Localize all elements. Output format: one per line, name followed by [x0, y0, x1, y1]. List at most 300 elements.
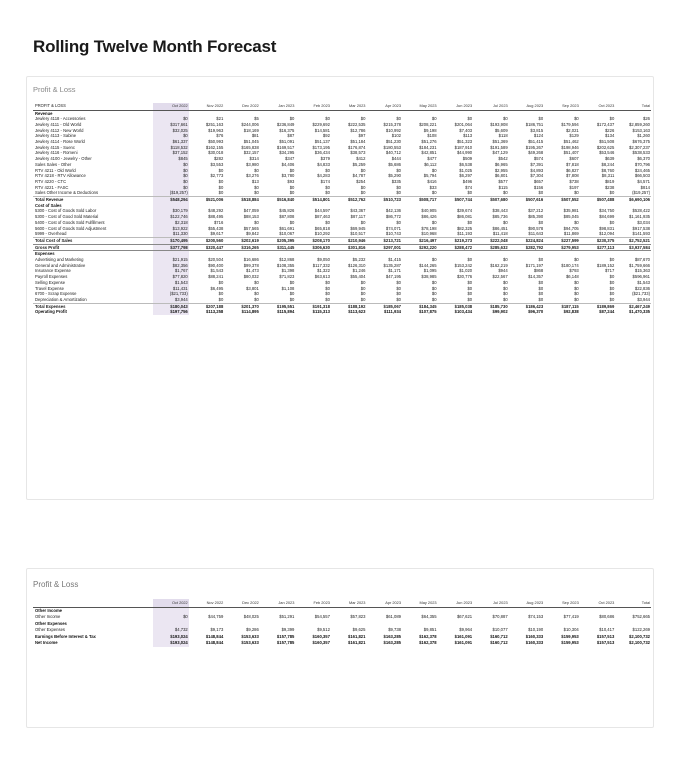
- table-cell: $208,170: [295, 237, 331, 244]
- table-cell: $0: [360, 190, 366, 196]
- row-label: Sales Sales - Other: [35, 161, 72, 167]
- table-cell: $161,091: [454, 633, 473, 639]
- table-cell: $61,089: [385, 614, 402, 619]
- table-cell: $32,157: [243, 150, 259, 156]
- table-cell: $639: [604, 156, 615, 162]
- table-cell: $868: [533, 268, 544, 274]
- table-cell: $198,946: [561, 144, 579, 150]
- table-cell: $0: [574, 297, 579, 302]
- table-cell: $61,337: [153, 139, 189, 145]
- table-cell: $0: [609, 291, 615, 297]
- table-cell: $148,844: [205, 633, 224, 639]
- row-label: Net Income: [35, 640, 58, 645]
- table-cell: $82,356: [153, 263, 189, 269]
- table-cell: [153, 607, 189, 614]
- table-cell: $0: [218, 184, 224, 190]
- table-cell: $0: [431, 257, 437, 263]
- column-header: Sep 2023: [544, 103, 580, 110]
- table-cell: $314: [249, 156, 259, 162]
- table-cell: $186,751: [525, 121, 544, 127]
- table-cell: $201,370: [224, 303, 260, 309]
- table-cell: $47,129: [492, 150, 508, 156]
- table-cell: $0: [538, 279, 544, 285]
- table-cell: $292,220: [402, 244, 438, 251]
- table-cell: $0: [289, 291, 295, 297]
- table-cell: $0: [467, 190, 473, 196]
- table-cell: $51,323: [456, 139, 473, 145]
- table-cell: $162,378: [419, 640, 437, 645]
- table-cell: $1,025: [459, 167, 473, 173]
- table-cell: $193,024: [153, 634, 189, 641]
- column-header: Oct 2023: [580, 599, 616, 607]
- table-cell: $5,686: [388, 161, 402, 167]
- table-cell: $1,543: [210, 268, 224, 274]
- table-cell: $10,743: [385, 231, 402, 237]
- table-cell: $74,153: [528, 614, 544, 619]
- table-cell: $0: [396, 291, 402, 297]
- table-cell: $51,045: [243, 139, 259, 145]
- table-cell: $279,953: [544, 244, 580, 251]
- table-cell: $108: [427, 133, 437, 139]
- table-cell: $4,406: [281, 161, 295, 167]
- table-cell: $47,195: [385, 274, 402, 280]
- table-cell: $379: [320, 156, 330, 162]
- table-cell: $0: [538, 257, 544, 263]
- table-cell: $0: [609, 297, 615, 302]
- table-cell: $19,963: [208, 127, 224, 133]
- table-cell: $2,100,732: [629, 640, 650, 645]
- table-cell: $202,619: [224, 237, 260, 244]
- table-cell: $0: [502, 291, 508, 297]
- table-cell: $1,415: [388, 257, 402, 263]
- table-cell: $717: [604, 268, 615, 274]
- table-cell: $9,851: [423, 627, 437, 632]
- table-cell: $8,760: [601, 167, 615, 173]
- table-cell: $7,818: [565, 161, 579, 167]
- table-cell: $0: [360, 285, 366, 291]
- table-cell: ($21,733): [632, 291, 650, 297]
- table-cell: $510,723: [366, 197, 402, 203]
- table-cell: $0: [574, 219, 579, 225]
- table-cell: $0: [153, 116, 189, 122]
- table-cell: $0: [325, 116, 330, 122]
- table-cell: $161,821: [348, 633, 366, 639]
- row-label: RTV 4218 - RTV Allowance: [35, 173, 86, 179]
- table-cell: $157,785: [276, 633, 295, 639]
- row-label: Insurance Expense: [35, 268, 71, 274]
- table-cell: [331, 607, 367, 614]
- table-cell: $1,020: [459, 268, 473, 274]
- table-cell: $162,219: [490, 262, 508, 268]
- table-cell: $793: [569, 268, 579, 274]
- row-label: Jewlery 4115 - Suenc: [35, 144, 75, 150]
- table-cell: $0: [289, 116, 295, 122]
- table-cell: $9,286: [246, 627, 259, 632]
- table-cell: $0: [538, 190, 544, 196]
- table-cell: $70,887: [492, 614, 508, 619]
- table-cell: $0: [538, 297, 544, 302]
- table-cell: $574: [533, 156, 544, 162]
- table-cell: $161,091: [454, 640, 473, 645]
- table-cell: $0: [325, 219, 330, 225]
- table-cell: $180,553: [383, 144, 402, 150]
- table-cell: $114,895: [241, 309, 259, 315]
- table-cell: $0: [153, 162, 189, 168]
- table-cell: $189,152: [596, 262, 615, 268]
- table-cell: $507,680: [473, 197, 509, 203]
- row-label: Total Cost of Sales: [33, 237, 153, 244]
- table-cell: $5,232: [352, 257, 366, 263]
- table-cell: $819: [604, 178, 615, 184]
- table-cell: $86,426: [421, 214, 437, 220]
- table-cell: $9,964: [459, 627, 473, 632]
- table-row: [33, 309, 651, 315]
- table-cell: $51,276: [421, 139, 437, 145]
- table-cell: $8,244: [601, 161, 615, 167]
- table-cell: $0: [467, 219, 473, 225]
- row-label: RTV 4220 - CTC: [35, 178, 67, 184]
- table-cell: $0: [360, 219, 366, 225]
- table-cell: $163,285: [383, 640, 402, 645]
- table-cell: $0: [609, 279, 615, 285]
- table-cell: $184,231: [419, 144, 437, 150]
- table-cell: [438, 607, 474, 614]
- table-cell: $51,407: [563, 150, 579, 156]
- table-cell: $159,953: [561, 640, 579, 645]
- table-cell: $347: [285, 156, 295, 162]
- table-cell: $0: [467, 279, 473, 285]
- table-cell: $3,801: [246, 285, 259, 291]
- table-cell: $224,824: [509, 237, 545, 244]
- table-cell: $187,910: [454, 144, 473, 150]
- table-cell: $9,399: [281, 627, 295, 632]
- table-cell: $10,190: [528, 627, 544, 632]
- table-cell: $282: [213, 156, 224, 162]
- table-cell: $676,375: [632, 139, 650, 145]
- column-header: Oct 2022: [153, 103, 189, 110]
- table-cell: $107,875: [419, 309, 437, 315]
- table-cell: $607: [569, 156, 579, 162]
- table-cell: $814: [640, 184, 650, 190]
- table-cell: $0: [153, 179, 189, 185]
- table-cell: $0: [431, 291, 437, 297]
- table-cell: $118: [498, 133, 508, 139]
- table-cell: $113,258: [206, 309, 224, 315]
- table-cell: $153,633: [241, 633, 259, 639]
- table-cell: $0: [538, 291, 544, 297]
- table-cell: $4,787: [352, 173, 366, 179]
- table-cell: $477: [427, 156, 437, 162]
- table-cell: $548,294: [153, 197, 189, 203]
- table-cell: $186,423: [509, 303, 545, 309]
- table-cell: $1,246: [352, 268, 366, 274]
- row-label: Gross Profit: [33, 244, 153, 251]
- table-cell: $117,332: [312, 262, 330, 268]
- table-cell: $153,242: [454, 262, 473, 268]
- table-cell: $210,946: [331, 237, 367, 244]
- table-cell: $57,565: [243, 225, 259, 231]
- table-cell: $6,965: [494, 161, 508, 167]
- row-label: Travel Expense: [35, 285, 64, 291]
- row-label: Sales Other Income & Deductions: [35, 190, 99, 196]
- table-cell: $0: [574, 291, 579, 297]
- table-cell: $0: [431, 190, 437, 196]
- table-cell: $1,473: [246, 268, 259, 274]
- table-cell: $10,517: [350, 231, 366, 237]
- table-cell: $191,589: [490, 144, 508, 150]
- table-cell: $0: [502, 116, 508, 122]
- table-cell: $288,472: [438, 244, 474, 251]
- table-cell: $2,307,237: [629, 144, 650, 150]
- table-cell: $108,355: [276, 262, 295, 268]
- table-cell: $0: [153, 173, 189, 179]
- table-cell: $55,438: [208, 225, 224, 231]
- table-cell: $96,370: [528, 309, 544, 315]
- table-cell: $129: [569, 133, 579, 139]
- table-cell: $90,578: [528, 225, 544, 231]
- table-cell: $11,431: [153, 286, 189, 292]
- column-header: Aug 2023: [509, 103, 545, 110]
- table-cell: [189, 607, 225, 614]
- table-cell: $4,283: [317, 173, 330, 179]
- table-cell: $335: [391, 178, 402, 184]
- table-cell: $9,512: [317, 627, 330, 632]
- table-cell: $87,463: [314, 214, 330, 220]
- row-label: 5999 - Overhead: [35, 231, 67, 237]
- profit-loss-card-2: [26, 568, 654, 728]
- table-cell: $518,884: [224, 197, 260, 203]
- table-cell: $738: [569, 178, 579, 184]
- table-cell: $1,767: [153, 268, 189, 274]
- table-cell: $306,630: [295, 244, 331, 251]
- table-cell: $40,712: [385, 150, 402, 156]
- table-cell: $0: [325, 291, 330, 297]
- table-cell: [544, 607, 580, 614]
- table-cell: $0: [396, 279, 402, 285]
- table-cell: $39,674: [456, 208, 473, 214]
- table-cell: $377,798: [153, 244, 189, 251]
- table-cell: $10,077: [492, 627, 508, 632]
- table-cell: $115: [498, 184, 508, 190]
- table-cell: $156: [533, 184, 544, 190]
- row-label: Other Expenses: [35, 627, 66, 632]
- profit-loss-table-2: [33, 599, 651, 647]
- table-cell: $507,616: [509, 197, 545, 203]
- table-cell: $12,868: [279, 257, 295, 263]
- table-cell: $1,543: [637, 279, 650, 285]
- table-cell: [260, 607, 296, 614]
- table-cell: $496: [462, 178, 473, 184]
- table-cell: $0: [396, 297, 402, 302]
- table-cell: $92,838: [563, 309, 579, 315]
- column-header: Jun 2023: [438, 599, 474, 607]
- table-cell: $64,355: [421, 614, 437, 619]
- table-cell: $74,071: [385, 225, 402, 231]
- table-cell: $92: [322, 133, 330, 139]
- table-cell: $134: [604, 133, 615, 139]
- table-cell: $0: [467, 116, 473, 122]
- table-cell: $222,535: [348, 121, 366, 127]
- column-header: Mar 2023: [331, 103, 367, 110]
- table-cell: $71,823: [279, 274, 295, 280]
- table-cell: $507,552: [544, 197, 580, 203]
- table-cell: $16,686: [243, 257, 259, 263]
- column-header: Jul 2023: [473, 103, 509, 110]
- column-header: Sep 2023: [544, 599, 580, 607]
- row-label: 5300 - Cost of Goods Sold Labor: [35, 208, 97, 214]
- table-cell: $0: [574, 257, 579, 263]
- table-cell: $94,705: [563, 225, 579, 231]
- table-cell: $0: [218, 167, 224, 173]
- table-cell: $14,357: [528, 274, 544, 280]
- table-cell: $11,643: [528, 231, 544, 237]
- table-cell: $148,844: [205, 640, 224, 645]
- column-header: Total: [615, 599, 651, 607]
- column-header: Dec 2022: [224, 103, 260, 110]
- table-cell: $24,465: [634, 167, 650, 173]
- table-cell: $85,390: [528, 214, 544, 220]
- table-cell: $7,808: [565, 173, 579, 179]
- table-cell: $81: [251, 133, 259, 139]
- row-label: General and Administrative: [35, 262, 86, 268]
- table-cell: $0: [153, 133, 189, 139]
- table-cell: $3,944: [637, 297, 650, 302]
- table-cell: $88,241: [208, 274, 224, 280]
- table-cell: $507,744: [438, 197, 474, 203]
- table-cell: $85,736: [492, 214, 508, 220]
- table-cell: $10,304: [563, 627, 579, 632]
- table-cell: $752,665: [632, 614, 650, 619]
- table-cell: $16,375: [279, 127, 295, 133]
- row-label: Jewlery 4113 - Sabine: [35, 133, 77, 139]
- table-cell: $0: [289, 184, 295, 190]
- table-cell: [224, 607, 260, 614]
- table-cell: $4,833: [317, 161, 330, 167]
- table-cell: [615, 607, 651, 614]
- table-cell: $0: [218, 190, 224, 196]
- table-cell: $577: [498, 178, 508, 184]
- table-cell: $222,048: [473, 237, 509, 244]
- table-cell: $44,597: [314, 208, 330, 214]
- table-cell: $0: [325, 279, 330, 285]
- page-title: Rolling Twelve Month Forecast: [33, 37, 277, 56]
- table-cell: $0: [360, 279, 366, 285]
- table-cell: $6,690,106: [615, 197, 651, 203]
- table-cell: $111,934: [384, 309, 402, 315]
- table-cell: $191,318: [295, 303, 331, 309]
- table-cell: $201,064: [454, 121, 473, 127]
- table-cell: $444: [391, 156, 402, 162]
- table-cell: $38,985: [421, 274, 437, 280]
- table-cell: $528,422: [632, 208, 650, 214]
- row-label: Advertising and Marketing: [35, 257, 84, 263]
- row-label: Selling Expense: [35, 279, 66, 285]
- table-cell: [473, 607, 509, 614]
- table-cell: $37,212: [528, 208, 544, 214]
- table-cell: $6,827: [565, 167, 579, 173]
- table-cell: $0: [396, 116, 402, 122]
- row-label: Jewlery 4118 - Accessories: [35, 116, 86, 122]
- table-cell: $77,419: [563, 614, 579, 619]
- table-cell: $113: [463, 133, 473, 139]
- table-cell: $10,968: [421, 231, 437, 237]
- table-cell: $0: [289, 190, 295, 196]
- table-cell: $0: [502, 279, 508, 285]
- table-cell: $1,108: [281, 285, 295, 291]
- table-cell: $0: [609, 190, 615, 196]
- row-label: 6700 - Scrap Expense: [35, 291, 77, 297]
- table-cell: $297,001: [366, 244, 402, 251]
- table-cell: $0: [609, 257, 615, 263]
- table-cell: $11,193: [457, 231, 473, 237]
- table-cell: $0: [431, 285, 437, 291]
- table-cell: $51,462: [563, 139, 579, 145]
- table-cell: $44,990: [456, 150, 473, 156]
- table-cell: $0: [360, 167, 366, 173]
- table-cell: $301,816: [331, 244, 367, 251]
- table-cell: $160,357: [312, 640, 330, 645]
- table-cell: $7,403: [459, 127, 473, 133]
- table-cell: $169,517: [276, 144, 295, 150]
- table-cell: $51,184: [350, 139, 366, 145]
- table-header-row: [33, 103, 651, 110]
- table-cell: $0: [574, 279, 579, 285]
- table-cell: $2,955: [494, 167, 508, 173]
- column-header: Jan 2023: [260, 599, 296, 607]
- table-cell: $0: [538, 285, 544, 291]
- table-cell: $0: [325, 285, 330, 291]
- row-label: Jewlery 4116 - Romeni: [35, 150, 78, 156]
- table-cell: $10,292: [314, 231, 330, 237]
- table-cell: $2,752,521: [615, 237, 651, 244]
- table-cell: $0: [431, 167, 437, 173]
- table-cell: $0: [153, 168, 189, 174]
- table-cell: $254: [356, 178, 366, 184]
- table-cell: $2,021: [565, 127, 579, 133]
- table-cell: $0: [254, 279, 259, 285]
- table-cell: $0: [325, 297, 330, 302]
- table-cell: $153,163: [632, 127, 650, 133]
- table-cell: $0: [325, 190, 330, 196]
- table-cell: $9,625: [352, 627, 366, 632]
- table-cell: $185,730: [473, 303, 509, 309]
- column-header: Jul 2023: [473, 599, 509, 607]
- table-cell: $86,081: [456, 214, 473, 220]
- table-cell: $80,032: [243, 274, 259, 280]
- table-cell: $238: [604, 184, 615, 190]
- table-cell: $1,171: [388, 268, 402, 274]
- table-cell: $3,553: [210, 161, 224, 167]
- table-cell: $113,623: [348, 309, 366, 315]
- row-label: Depreciation & Amortization: [35, 297, 87, 302]
- table-cell: $13: [251, 178, 259, 184]
- table-cell: $90,400: [208, 262, 224, 268]
- table-cell: $10,992: [385, 127, 402, 133]
- table-cell: $61,691: [279, 225, 295, 231]
- table-cell: $51,415: [528, 139, 544, 145]
- table-cell: $657: [533, 178, 544, 184]
- table-cell: $20,504: [208, 257, 224, 263]
- table-cell: $51,230: [385, 139, 402, 145]
- table-cell: $40,905: [421, 208, 437, 214]
- table-cell: $86,451: [492, 225, 508, 231]
- table-cell: $0: [574, 116, 579, 122]
- table-cell: $160,333: [525, 640, 544, 645]
- table-cell: $8,311: [601, 173, 615, 179]
- table-cell: $51,137: [314, 139, 330, 145]
- table-cell: $76: [216, 133, 224, 139]
- table-cell: $514,801: [295, 197, 331, 203]
